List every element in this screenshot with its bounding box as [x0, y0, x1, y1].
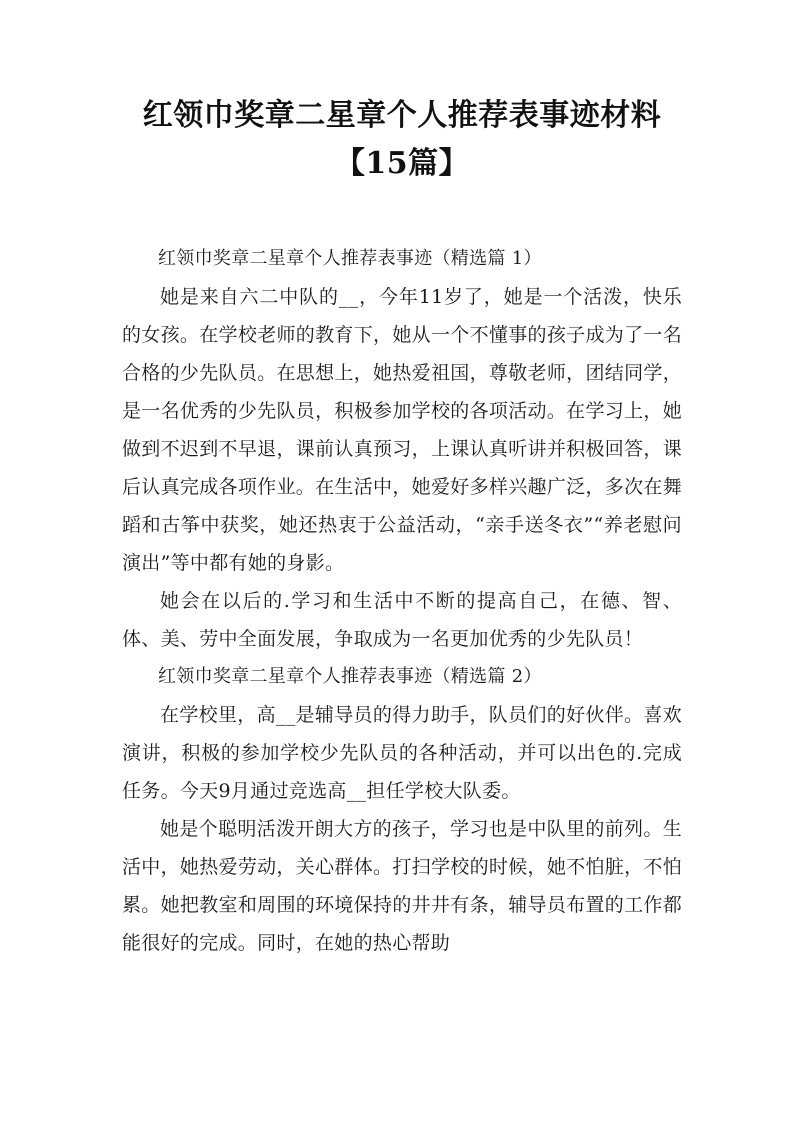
section-heading-1: 红领巾奖章二星章个人推荐表事迹（精选篇 1） [158, 248, 542, 269]
paragraph: 她是来自六二中队的__，今年11岁了，她是一个活泼，快乐的女孩。在学校老师的教育下，她从一个不懂事的孩子成为了一名合格的少先队员。在思想上，她热爱祖国，尊敬老师，团结同学，是一名优秀的少先队员，积极参加学校的各项活动。在学习上，她做到不迟到不早退，课前认真预习，上课认真听讲并积极回答，课后认真完成各项作业。在生活中，她爱好多样兴趣广泛，多次在舞蹈和古筝中获奖，她还热衷于公益活动，“亲手送冬衣”“养老慰问演出”等中都有她的身影。 [122, 286, 682, 574]
section-heading-2: 红领巾奖章二星章个人推荐表事迹（精选篇 2） [158, 666, 542, 687]
paragraph: 在学校里，高__是辅导员的得力助手，队员们的好伙伴。喜欢演讲，积极的参加学校少先队员的各种活动，并可以出色的.完成任务。今天9月通过竞选高__担任学校大队委。 [122, 704, 682, 802]
paragraph: 她会在以后的.学习和生活中不断的提高自己，在德、智、体、美、劳中全面发展，争取成为一名更加优秀的少先队员！ [122, 590, 682, 650]
document-body [122, 240, 682, 962]
document-title: 红领巾奖章二星章个人推荐表事迹材料【15篇】 [142, 98, 662, 181]
paragraph: 她是个聪明活泼开朗大方的孩子，学习也是中队里的前列。生活中，她热爱劳动，关心群体。打扫学校的时候，她不怕脏，不怕累。她把教室和周围的环境保持的井井有条，辅导员布置的工作都能很好的完成。同时，在她的热心帮助 [122, 818, 682, 954]
